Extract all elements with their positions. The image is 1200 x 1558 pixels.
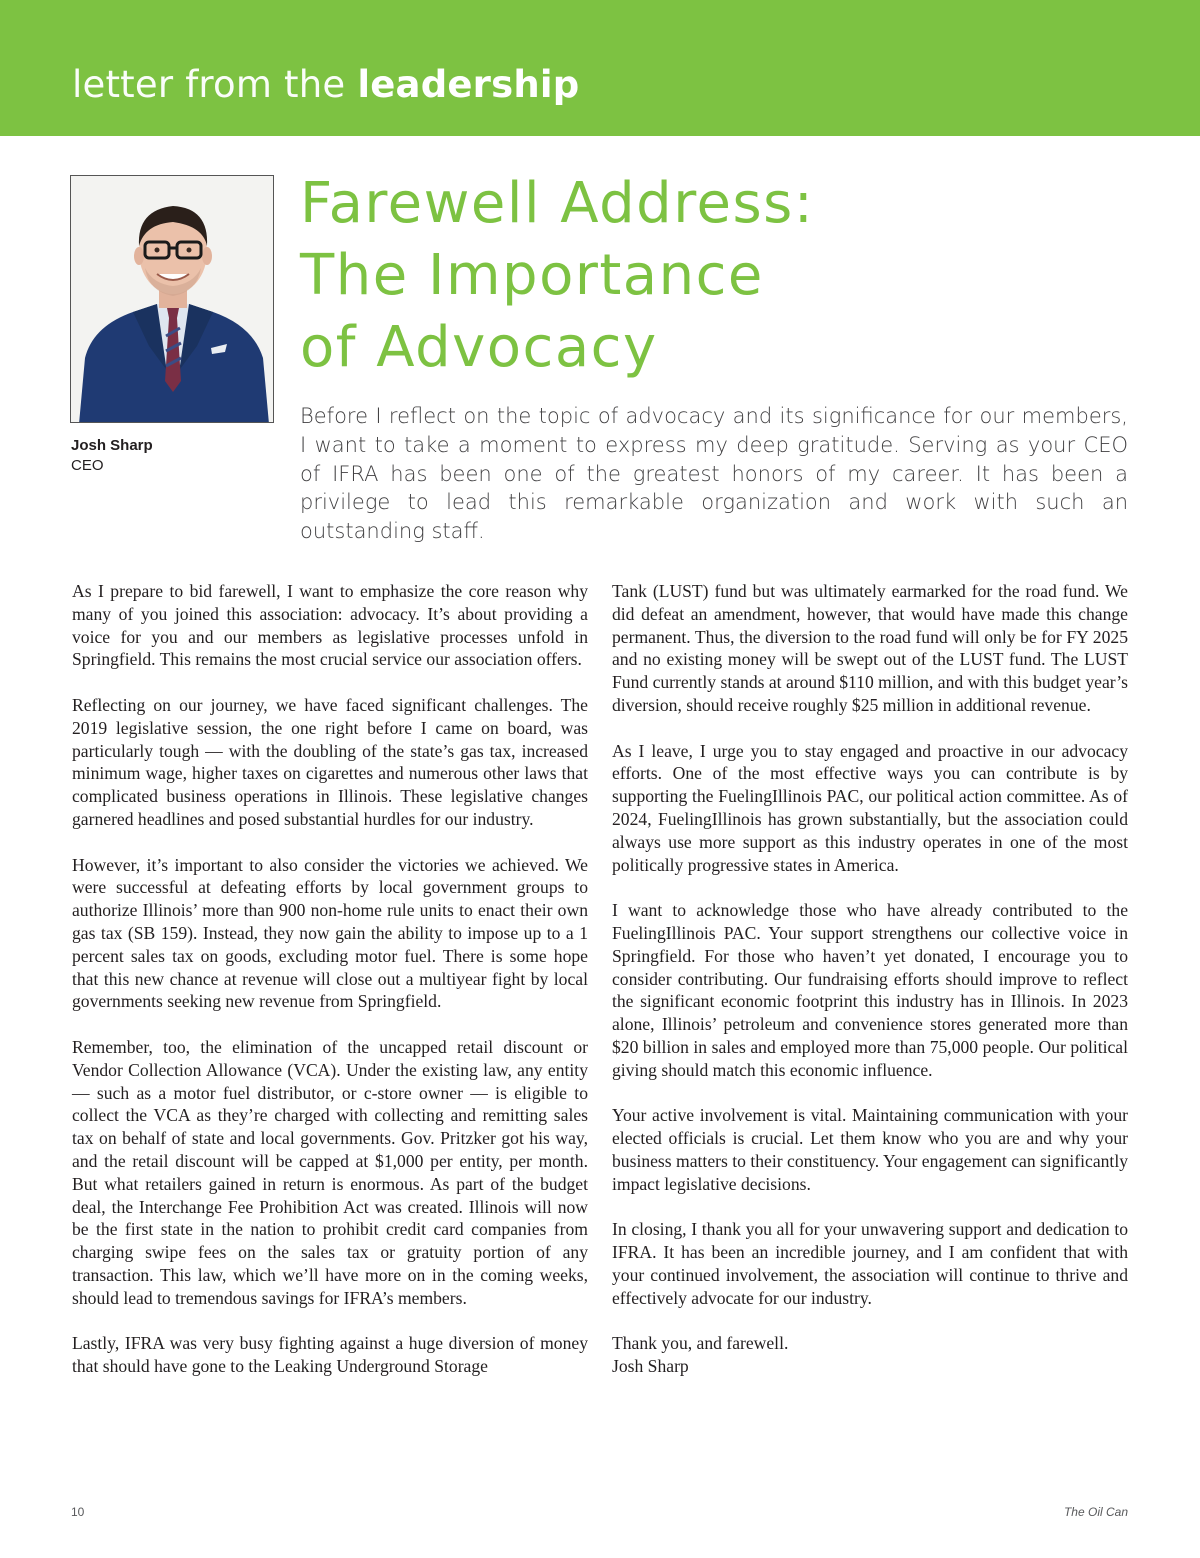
body-paragraph: As I leave, I urge you to stay engaged and proactive in our advocacy efforts. One of the most effective ways you can contribute is by supporting the FuelingIllinois PAC, our political action committee. As of 2024, FuelingIllinois has grown substantially, but the association could always use more support as this industry operates in one of the most politically progressive states in America. — [612, 740, 1128, 875]
body-paragraph: Tank (LUST) fund but was ultimately earmarked for the road fund. We did defeat an amendment, however, that would have made this change permanent. Thus, the diversion to the road fund will only be for FY 2025 and no existing money will be swept out of the LUST fund. The LUST Fund currently stands at around $110 million, and with this budget year’s diversion, should receive roughly $25 million in additional revenue. — [612, 581, 1129, 715]
right-column — [612, 580, 1128, 1378]
body-paragraph: However, it’s important to also consider the victories we achieved. We were successful at defeating efforts by local government groups to authorize Illinois’ more than 900 non-home rule units to enact their own gas tax (SB 159). Instead, they now gain the ability to impose up to a 1 percent sales tax on goods, excluding motor fuel. There is some hope that this new chance at revenue will close out a multiyear fight by local governments seeking new revenue from Springfield. — [72, 854, 588, 1012]
body-paragraph: Remember, too, the elimination of the uncapped retail discount or Vendor Collection Allowance (VCA). Under the existing law, any entity — such as a motor fuel distributor, or c-store owner — is eligible to collect the VCA as they’re charged with collecting and remitting sales tax on behalf of state and local governments. Gov. Pritzker got his way, and the retail discount will be capped at $1,000 per entity, per month. But what retailers gained in return is enormous. As part of the budget deal, the Interchange Fee Prohibition Act was created. Illinois will now be the first state in the nation to prohibit credit card companies from charging swipe fees on the sales tax or gratuity portion of any transaction. This law, which we’ll have more on in the coming weeks, should lead to tremendous savings for IFRA’s members. — [72, 1036, 588, 1308]
section-title-light: letter from the — [72, 63, 358, 106]
page-number: 10 — [71, 1505, 85, 1519]
body-paragraph: In closing, I thank you all for your unwavering support and dedication to IFRA. It has been an incredible journey, and I am confident that with your continued involvement, the association will continue to thrive and effectively advocate for our industry. — [612, 1219, 1128, 1308]
headline-line: Farewell Address: — [300, 171, 815, 236]
signoff-signature: Josh Sharp — [612, 1356, 689, 1377]
body-paragraph: Your active involvement is vital. Maintaining communication with your elected officials is crucial. Let them know who you are and why your business matters to their constituency. Your engagement can significantly impact legislative decisions. — [612, 1105, 1128, 1194]
section-title-bold: leadership — [357, 63, 580, 106]
headline-line: of Advocacy — [300, 315, 658, 380]
section-title — [72, 63, 580, 106]
author-name: Josh Sharp — [71, 437, 153, 454]
body-paragraph: I want to acknowledge those who have already contributed to the FuelingIllinois PAC. Your support strengthens our collective voice in Springfield. For those who haven’t yet donated, I encourage you to consider contributing. Our fundraising efforts should improve to reflect the significant economic footprint this industry has in Illinois. In 2023 alone, Illinois’ petroleum and convenience stores generated more than $20 billion in sales and employed more than 75,000 people. Our political giving should match this economic influence. — [612, 900, 1128, 1080]
body-paragraph: Reflecting on our journey, we have faced significant challenges. The 2019 legislative session, the one right before I came on board, was particularly tough — with the doubling of the state’s gas tax, increased minimum wage, higher taxes on cigarettes and numerous other laws that complicated business operations in Illinois. These legislative changes garnered headlines and posed substantial hurdles for our industry. — [72, 694, 588, 829]
body-paragraph: As I prepare to bid farewell, I want to emphasize the core reason why many of you joined this association: advocacy. It’s about providing a voice for you and our members as legislative processes unfold in Springfield. This remains the most crucial service our association offers. — [72, 581, 588, 670]
author-role: CEO — [71, 457, 104, 474]
headline-line: The Importance — [300, 243, 764, 308]
author-photo — [70, 175, 274, 423]
signoff-line: Thank you, and farewell. — [612, 1333, 789, 1354]
intro-paragraph: Before I reflect on the topic of advocacy and its significance for our members, I want to take a moment to express my deep gratitude. Serving as your CEO of IFRA has been one of the greatest honors of my career. It has been a privilege to lead this remarkable organization and work with such an outstanding staff. — [300, 404, 1128, 544]
publication-name: The Oil Can — [1063, 1505, 1128, 1519]
body-paragraph: Lastly, IFRA was very busy fighting against a huge diversion of money that should have gone to the Leaking Underground Storage — [72, 1333, 588, 1377]
signoff — [612, 1332, 1128, 1378]
section-banner — [0, 0, 1200, 136]
left-column — [72, 580, 588, 1378]
article-headline — [300, 168, 1140, 384]
